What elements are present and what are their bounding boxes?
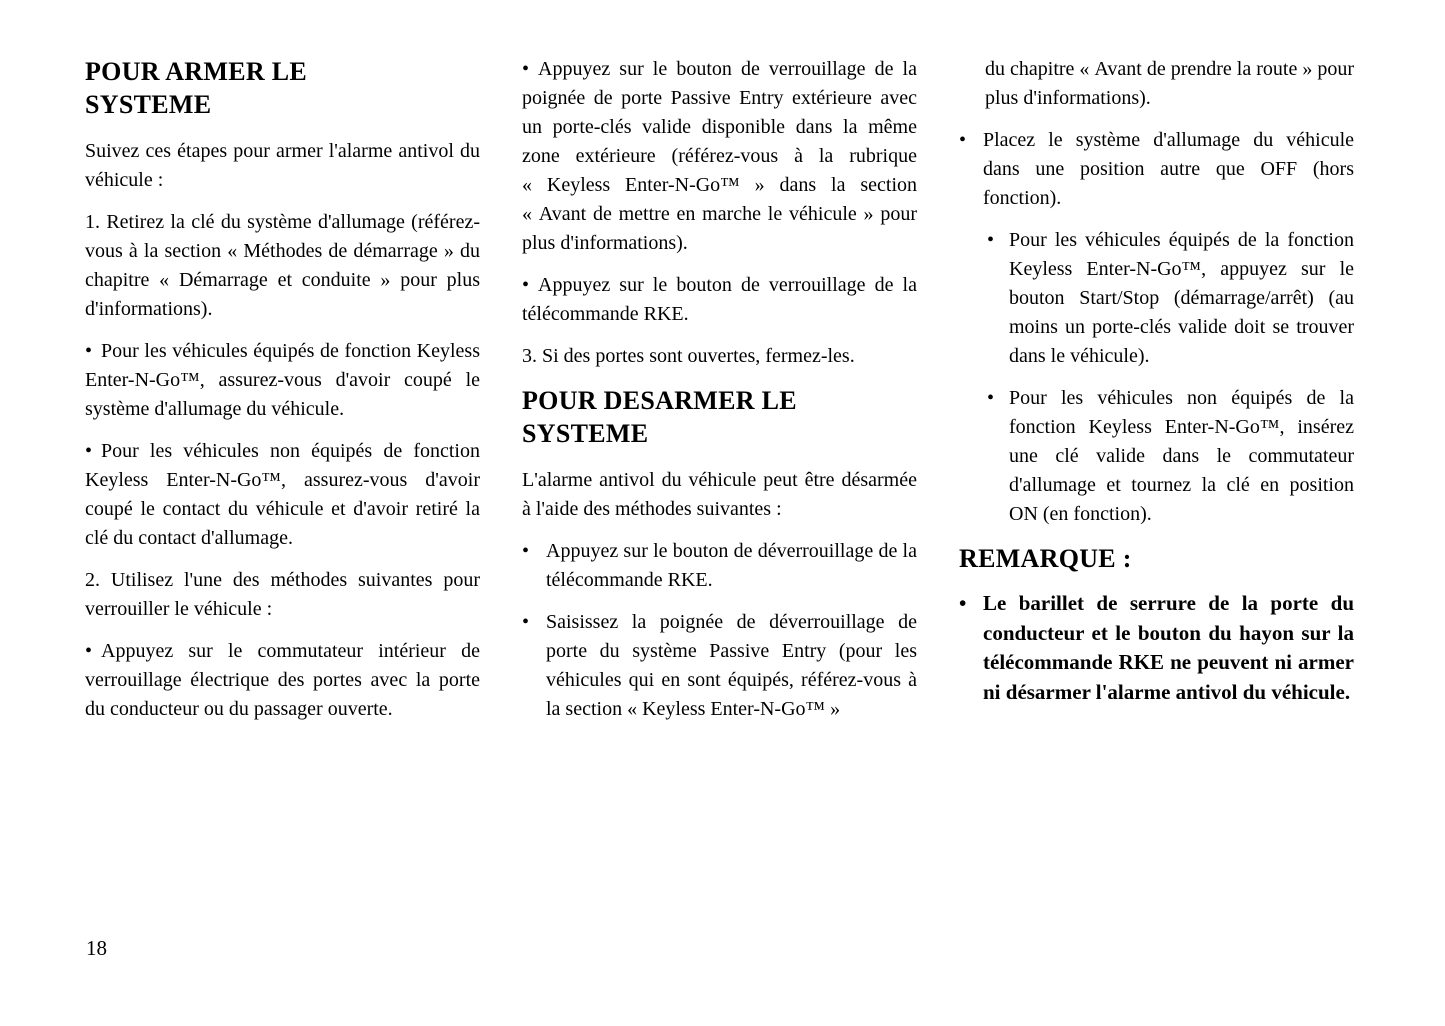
paragraph-continuation: du chapitre « Avant de prendre la route » pour plus d'informations). — [985, 58, 1354, 109]
bullet-text: Appuyez sur le bouton de déverrouillage de la télécommande RKE. — [546, 540, 917, 591]
paragraph: 3. Si des portes sont ouvertes, fermez-les. — [522, 345, 855, 367]
bullet-item — [522, 55, 917, 258]
bullet-item — [522, 537, 917, 595]
sub-bullet-item — [987, 384, 1354, 529]
note-heading: REMARQUE : — [959, 544, 1132, 573]
bullet-item — [522, 608, 917, 724]
note-bullet-item — [959, 589, 1354, 707]
bullet-item — [85, 637, 480, 724]
bullet-text: Appuyez sur le bouton de verrouillage de la poignée de porte Passive Entry extérieure avec un porte-clés valide disponible dans la même zone extérieure (référez-vous à la rubrique « Keyless Enter-N-Go™ » dans la section « Avant de mettre en marche le véhicule » pour plus d'informations). — [522, 58, 917, 254]
bullet-text: Appuyez sur le commutateur intérieur de verrouillage électrique des portes avec la porte du conducteur ou du passager ouverte. — [85, 640, 480, 720]
bullet-text: Pour les véhicules équipés de la fonction Keyless Enter-N-Go™, appuyez sur le bouton Start/Stop (démarrage/arrêt) (au moins un porte-clés valide doit se trouver dans le véhicule). — [1009, 229, 1354, 367]
bullet-text: Placez le système d'allumage du véhicule dans une position autre que OFF (hors fonction). — [983, 129, 1354, 209]
text-column-3 — [959, 55, 1354, 737]
bullet-icon: • — [85, 640, 93, 662]
bullet-icon: • — [85, 340, 93, 362]
bullet-icon: • — [987, 229, 995, 251]
paragraph: 2. Utilisez l'une des méthodes suivantes pour verrouiller le véhicule : — [85, 569, 480, 620]
bullet-icon: • — [959, 129, 967, 151]
bullet-icon: • — [522, 274, 530, 296]
bullet-text: Appuyez sur le bouton de verrouillage de la télécommande RKE. — [522, 274, 917, 325]
bullet-text: Pour les véhicules non équipés de la fonction Keyless Enter-N-Go™, insérez une clé valide dans le commutateur d'allumage et tournez la clé en position ON (en fonction). — [1009, 387, 1354, 525]
page-number: 18 — [86, 936, 107, 960]
bullet-text: Pour les véhicules non équipés de fonction Keyless Enter-N-Go™, assurez-vous d'avoir coupé le contact du véhicule et d'avoir retiré la clé du contact d'allumage. — [85, 440, 480, 549]
bullet-icon: • — [85, 440, 93, 462]
text-column-2 — [522, 55, 917, 737]
text-column-1 — [85, 55, 480, 737]
paragraph: 1. Retirez la clé du système d'allumage (référez-vous à la section « Méthodes de démarrage » du chapitre « Démarrage et conduite » pour plus d'informations). — [85, 211, 480, 320]
section-heading: POUR DESARMER LE SYSTEME — [522, 386, 797, 448]
bullet-text: Pour les véhicules équipés de fonction Keyless Enter-N-Go™, assurez-vous d'avoir coupé le système d'allumage du véhicule. — [85, 340, 480, 420]
bullet-icon: • — [959, 591, 967, 615]
text-columns — [85, 55, 1445, 737]
section-heading: POUR ARMER LE SYSTEME — [85, 57, 308, 119]
bullet-icon: • — [987, 387, 995, 409]
bullet-item — [522, 271, 917, 329]
paragraph: L'alarme antivol du véhicule peut être désarmée à l'aide des méthodes suivantes : — [522, 469, 917, 520]
bullet-text: Le barillet de serrure de la porte du conducteur et le bouton du hayon sur la télécommande RKE ne peuvent ni armer ni désarmer l'alarme antivol du véhicule. — [983, 591, 1354, 704]
bullet-icon: • — [522, 611, 530, 633]
sub-bullet-item — [987, 226, 1354, 371]
bullet-icon: • — [522, 58, 530, 80]
bullet-text: Saisissez la poignée de déverrouillage de porte du système Passive Entry (pour les véhicules qui en sont équipés, référez-vous à la section « Keyless Enter-N-Go™ » — [546, 611, 917, 720]
paragraph: Suivez ces étapes pour armer l'alarme antivol du véhicule : — [85, 140, 480, 191]
bullet-item — [85, 437, 480, 553]
bullet-icon: • — [522, 540, 530, 562]
bullet-item — [959, 126, 1354, 213]
bullet-item — [85, 337, 480, 424]
